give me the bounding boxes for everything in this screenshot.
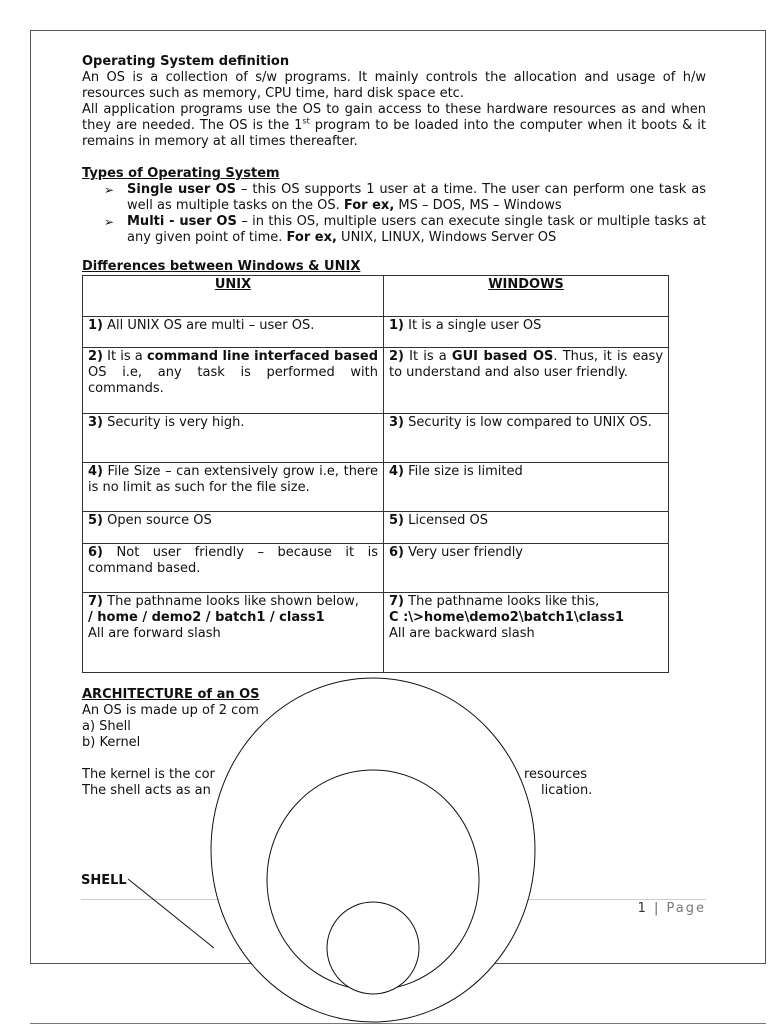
table-cell: 5) Licensed OS — [384, 512, 669, 544]
item-text: – in this OS, multiple users can execute single task or multiple tasks at any given point of time. — [127, 214, 706, 245]
page-separator: | — [653, 901, 661, 916]
table-row — [83, 414, 669, 463]
table-row — [83, 593, 669, 673]
item-example-text: MS – DOS, MS – Windows — [394, 198, 562, 213]
os-definition-heading: Operating System definition — [82, 54, 290, 69]
types-list — [82, 182, 706, 246]
architecture-heading: ARCHITECTURE of an OS — [82, 687, 260, 702]
item-example-label: For ex, — [286, 230, 337, 245]
arrow-bullet-icon: ➢ — [104, 183, 115, 197]
shell-label: SHELL — [81, 873, 127, 888]
table-cell: 1) All UNIX OS are multi – user OS. — [83, 317, 384, 348]
line5-right-text: lication. — [541, 783, 593, 798]
table-cell: 2) It is a command line interfaced based OS i.e, any task is performed with commands. — [83, 348, 384, 414]
list-item — [104, 214, 706, 246]
line4-left-text: The kernel is the cor — [82, 767, 215, 782]
table-cell: 4) File Size – can extensively grow i.e, there is no limit as such for the file size. — [83, 463, 384, 512]
table-row — [83, 317, 669, 348]
table-row — [83, 512, 669, 544]
differences-table — [82, 275, 669, 673]
item-example-label: For ex, — [343, 198, 395, 213]
os-definition-paragraph-1: An OS is a collection of s/w programs. It mainly controls the allocation and usage of h/w resources such as memory, CPU time, hard disk space etc. — [82, 70, 706, 101]
architecture-line-2: a) Shell — [82, 719, 131, 734]
line4-right-text: resources — [524, 767, 588, 782]
table-cell: 3) Security is low compared to UNIX OS. — [384, 414, 669, 463]
architecture-line-1: An OS is made up of 2 com — [82, 703, 259, 718]
item-text: – this OS supports 1 user at a time. The user can perform one task as well as multiple tasks on the OS. — [127, 182, 706, 213]
architecture-line-3: b) Kernel — [82, 735, 141, 750]
line5-left-text: The shell acts as an — [82, 783, 211, 798]
arrow-bullet-icon: ➢ — [104, 215, 115, 229]
table-row — [83, 348, 669, 414]
os-definition-paragraph-2 — [82, 102, 706, 150]
para2-text-b: program to be loaded into the computer when it boots & it remains in memory at all times thereafter. — [82, 118, 706, 149]
table-cell: 7) The pathname looks like shown below, / home / demo2 / batch1 / class1 All are forward slash — [83, 593, 384, 673]
table-cell: 3) Security is very high. — [83, 414, 384, 463]
table-cell: 6) Very user friendly — [384, 544, 669, 593]
page-word: Page — [666, 901, 706, 916]
table-cell: 5) Open source OS — [83, 512, 384, 544]
table-cell: 6) Not user friendly – because it is command based. — [83, 544, 384, 593]
types-heading: Types of Operating System — [82, 166, 280, 181]
item-title: Single user OS — [127, 182, 236, 197]
table-row — [83, 544, 669, 593]
table-cell: 7) The pathname looks like this, C :\>home\demo2\batch1\class1 All are backward slash — [384, 593, 669, 673]
table-header-row — [83, 276, 669, 317]
windows-column-header: WINDOWS — [384, 276, 669, 317]
table-cell: 2) It is a GUI based OS. Thus, it is easy to understand and also user friendly. — [384, 348, 669, 414]
item-title: Multi - user OS — [127, 214, 237, 229]
table-row — [83, 463, 669, 512]
unix-column-header: UNIX — [83, 276, 384, 317]
para2-text-a: All application programs use the OS to gain access to these hardware resources as and when they are needed. The OS is the 1 — [82, 102, 706, 133]
superscript-st: st — [302, 116, 310, 126]
list-item — [104, 182, 706, 214]
page-number-value: 1 — [637, 901, 648, 916]
page-number — [560, 901, 706, 917]
differences-heading: Differences between Windows & UNIX — [82, 259, 361, 274]
table-cell: 1) It is a single user OS — [384, 317, 669, 348]
table-cell: 4) File size is limited — [384, 463, 669, 512]
inner-circle-hardware — [327, 902, 419, 994]
item-example-text: UNIX, LINUX, Windows Server OS — [336, 230, 557, 245]
